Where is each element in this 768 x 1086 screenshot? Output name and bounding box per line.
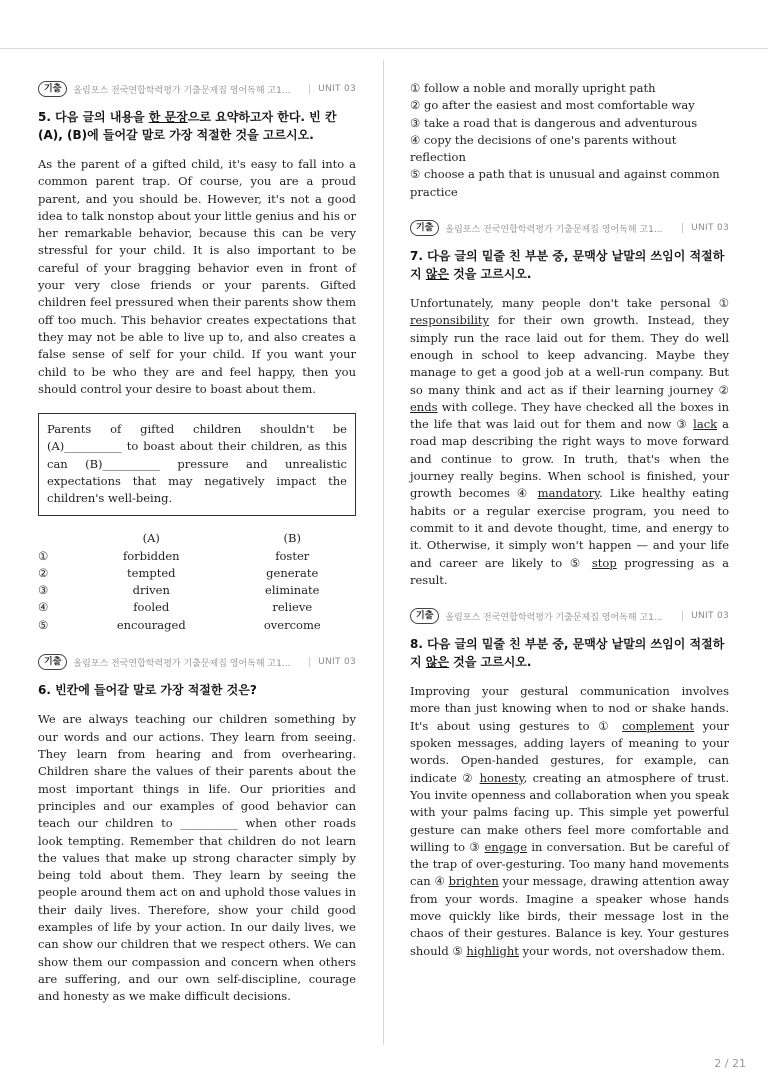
- q6-source: 올림포스 전국연합학력평가 기출문제집 영어독해 고1...: [73, 658, 291, 669]
- q8-underlined-3: engage: [484, 839, 528, 854]
- q8-underlined-4: brighten: [448, 874, 499, 889]
- q7-underlined-3: lack: [693, 417, 718, 432]
- q7-underlined-5: stop: [591, 555, 617, 570]
- q8-title: 8. 다음 글의 밑줄 친 부분 중, 문맥상 낱말의 쓰임이 적절하지 않은 것을 고르시오.: [410, 637, 725, 670]
- q7-passage: Unfortunately, many people don't take personal ① responsibility for their own growth. Instead, they simply run the race laid out for them. They do well enough in school to keep advancing. Maybe they manage to get a good job at a well-run company. But so many think and act as if their learning journey ② ends with college. They have checked all the boxes in the life that was laid out for them and now ③ lack a road map describing the right ways to move forward and continue to grow. In truth, that's when the journey really begins. When school is finished, your growth becomes ④ mandatory. Like healthy eating habits or a regular exercise program, you need to commit to it and devote thought, time, and energy to it. Otherwise, it simply won't happen — and your life and career are likely to ⑤ stop progressing as a result.: [410, 296, 730, 587]
- q5-passage: As the parent of a gifted child, it's easy to fall into a common parent trap. Of course, you are a proud parent, and you should be. However, it's not a good idea to talk nonstop about your little genius and his or her remarkable behavior, because this can be very stressful for your child. It is also important to be careful of your bragging behavior even in front of your very close friends or your parents. Gifted children feel pressured when their parents show them off too much. This behavior creates expectations that they may not be able to live up to, and also creates a false sense of self for your child. If you want your child to be who they are and feel happy, then you should control your desire to boast about them.: [38, 157, 356, 396]
- q5-summary-box: Parents of gifted children shouldn't be (A)__________ to boast about their children, as this can (B)__________ pressure and unrealistic expectations that may negatively impact the children's well-being.: [38, 413, 356, 515]
- q8-badge: 기출: [410, 608, 439, 624]
- q6-title: 6. 빈칸에 들어갈 말로 가장 적절한 것은?: [38, 683, 257, 698]
- page-number: 2 / 21: [714, 1057, 746, 1070]
- q8-underlined-5: highlight: [466, 943, 519, 958]
- q7-underlined-1: responsibility: [410, 313, 489, 328]
- q6-unit: UNIT 03: [309, 657, 356, 667]
- left-column: [38, 70, 356, 1005]
- q5-unit: UNIT 03: [309, 84, 356, 94]
- q6-passage: We are always teaching our children something by our words and our actions. They learn from seeing. They learn from hearing and from overhearing. Children share the values of their parents about the most important things in life. Our priorities and principles and our examples of good behavior can teach our children to __________ when other roads look tempting. Remember that children do not learn the values that make up strong character simply by being told about them. They learn by seeing the people around them act on and uphold those values in their daily lives. Therefore, show your child good examples of life by your action. In our daily lives, we can show our children that we respect others. We can show them our compassion and concern when others are suffering, and our own self-discipline, courage and honesty as we make difficult decisions.: [38, 712, 356, 1004]
- q8-unit: UNIT 03: [682, 611, 729, 621]
- q6-choice-4[interactable]: ④ copy the decisions of one's parents without reflection: [410, 132, 677, 165]
- q8-underlined-2: honesty: [479, 770, 524, 785]
- q7-unit: UNIT 03: [682, 223, 729, 233]
- q5-options-table: [38, 530, 356, 634]
- q6-header: [38, 653, 356, 671]
- q6-choice-1[interactable]: ① follow a noble and morally upright path: [410, 81, 656, 95]
- q5-head-b: (B): [283, 531, 301, 546]
- q5-header: [38, 80, 356, 98]
- q5-option-3[interactable]: ③ driven eliminate: [38, 583, 320, 598]
- q8-passage: Improving your gestural communication involves more than just knowing when to nod or shake hands. It's about using gestures to ① complement your spoken messages, adding layers of meaning to your words. Open-handed gestures, for example, can indicate ② honesty, creating an atmosphere of trust. You invite openness and collaboration when you speak with your palms facing up. This simple yet powerful gesture can make others feel more comfortable and willing to ③ engage in conversation. But be careful of the trap of over-gesturing. Too many hand movements can ④ brighten your message, drawing attention away from your words. Imagine a speaker whose hands move quickly like birds, their message lost in the chaos of their gestures. Balance is key. Your gestures should ⑤ highlight your words, not overshadow them.: [410, 684, 730, 958]
- q8-underlined-1: complement: [622, 718, 695, 733]
- q6-badge: 기출: [38, 654, 67, 670]
- q7-underlined-2: ends: [410, 399, 438, 414]
- q7-badge: 기출: [410, 220, 439, 236]
- q6-choice-2[interactable]: ② go after the easiest and most comfortable way: [410, 98, 695, 113]
- header-rule: [0, 48, 768, 49]
- q5-badge: 기출: [38, 81, 67, 97]
- right-column: [410, 80, 729, 960]
- q5-title: 5. 다음 글의 내용을 한 문장으로 요약하고자 한다. 빈 칸 (A), (B)에 들어갈 말로 가장 적절한 것을 고르시오.: [38, 110, 337, 142]
- q7-title: 7. 다음 글의 밑줄 친 부분 중, 문맥상 낱말의 쓰임이 적절하지 않은 것을 고르시오.: [410, 249, 725, 282]
- q7-underlined-4: mandatory: [537, 486, 600, 501]
- q5-option-2[interactable]: ② tempted generate: [38, 565, 319, 580]
- q6-choices: [410, 80, 729, 201]
- q5-option-1[interactable]: ① forbidden foster: [38, 548, 310, 563]
- q8-header: [410, 607, 729, 625]
- q5-source: 올림포스 전국연합학력평가 기출문제집 영어독해 고1...: [73, 85, 291, 96]
- q6-choice-3[interactable]: ③ take a road that is dangerous and adventurous: [410, 115, 698, 130]
- q5-option-5[interactable]: ⑤ encouraged overcome: [38, 617, 321, 632]
- q5-head-a: (A): [142, 531, 160, 546]
- column-divider: [383, 60, 384, 1045]
- q7-source: 올림포스 전국연합학력평가 기출문제집 영어독해 고1...: [445, 224, 663, 235]
- q8-source: 올림포스 전국연합학력평가 기출문제집 영어독해 고1...: [445, 612, 663, 623]
- q7-header: [410, 219, 729, 237]
- q6-choice-5[interactable]: ⑤ choose a path that is unusual and against common practice: [410, 167, 720, 199]
- q5-option-4[interactable]: ④ fooled relieve: [38, 600, 313, 615]
